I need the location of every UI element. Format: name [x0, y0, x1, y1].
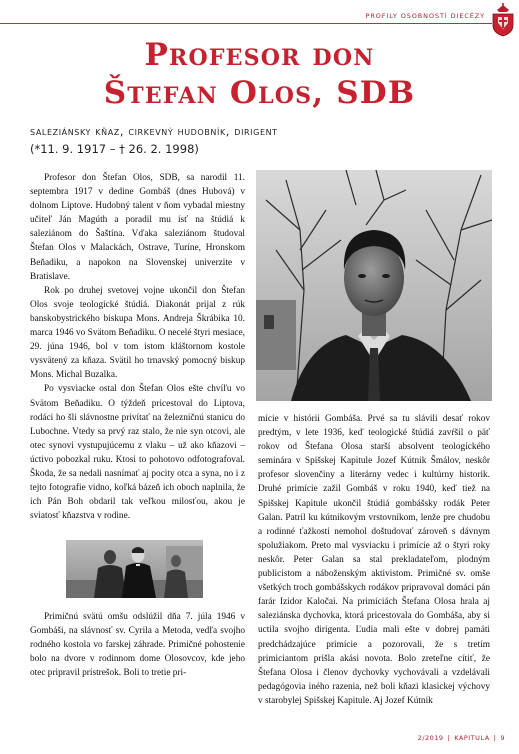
footer-separator: |	[493, 734, 497, 742]
paragraph: Profesor don Štefan Olos, SDB, sa narodil 11. septembra 1917 v dedine Gombáš (dnes Hubová) v dolnom Liptove. Hudobný talent v ňom vybadal miestny učiteľ Ján Magúth a poradil mu ísť na štúdiá k saleziánom do Šaštína. Vďaka saleziánom študoval Štefan Olos v Malackách, Ostrave, Turíne, Hronskom Beňadiku, a napokon na Slovenskej univerzite v Bratislave.	[30, 173, 245, 282]
section-label: PROFILY OSOBNOSTÍ DIECÉZY	[365, 12, 485, 20]
page-number: 9	[500, 734, 505, 742]
issue-number: 2/2019	[417, 734, 444, 742]
column-left-text	[30, 171, 245, 523]
paragraph: Rok po druhej svetovej vojne ukončil don Štefan Olos svoje teologické štúdiá. Diakonát prijal z rúk banskobystrického biskupa Mons. Andreja Škrábika 10. marca 1946 vo Svätom Beňadiku. O necelé štyri mesiace, 29. júna 1946, bol v tom istom kláštornom kostole vysvätený za kňaza. Svätil ho trnavský pomocný biskup Mons. Michal Buzalka.	[30, 285, 245, 381]
paragraph: Po vysviacke ostal don Štefan Olos ešte chvíľu vo Svätom Beňadiku. O týždeň pricestoval do Liptova, rodáci ho šli slávnostne privítať na železničnú stanicu do Lubochne. Vtedy sa prvý raz stalo, že nie syn otcovi, ale otec synovi vystupujúcemu z vlaku – už ako kňazovi – úctivo pobozkal ruku. Ktosi to pohotovo odfotografoval. Škoda, že sa nedali nasnímať aj pocity otca a syna, no i z tejto fotografie vidno, koľká bázeň ich oboch naplnila, že ich Pán Boh obdaril tak veľkou milosťou, akou je sviatosť kňazstva v rodine.	[30, 384, 245, 522]
header-divider	[0, 23, 492, 24]
column-left-bottom-text	[30, 610, 245, 680]
diocese-coat-of-arms-icon	[490, 3, 516, 37]
footer-separator: |	[447, 734, 451, 742]
article-title-line-2: Štefan Olos, SDB	[103, 75, 416, 111]
column-right-text	[258, 412, 490, 708]
article-title-line-1: Profesor don	[144, 37, 375, 73]
magazine-name: KAPITULA	[454, 734, 490, 742]
portrait-photo-stefan-olos	[256, 170, 492, 401]
article-subtitle: saleziánsky kňaz, cirkevný hudobník, dirigent	[30, 124, 278, 138]
photo-priest-with-father	[66, 540, 203, 598]
paragraph: Primičnú svätú omšu odslúžil dňa 7. júla 1946 v Gombáši, na slávnosť sv. Cyrila a Metoda, vedľa svojho rodného kostola vo farskej záhrade. Primičné pohostenie bolo na dvore v rodinnom dome Olosovcov, kde jeho otec pripravil prístrešok. Boli to tretie pri-	[30, 612, 245, 679]
life-dates: (*11. 9. 1917 – † 26. 2. 1998)	[30, 142, 199, 156]
page-footer	[418, 734, 505, 742]
paragraph: mície v histórii Gombáša. Prvé sa tu slávili desať rokov predtým, v lete 1936, keď teologické štúdiá zavŕšil o päť rokov od Štefana Olosa starší absolvent teologického seminára v Spišskej Kapitule Jozef Kútnik Šmálov, neskôr profesor slovenčiny a literárny vedec i kultúrny historik. Druhé primície zažil Gombáš v roku 1940, keď tiež na Spišskej Kapitule ukončil štúdiá gombášsky rodák Peter Galan. Patril ku kútnikovým vrstovníkom, lenže pre chudobu a rodinné ťažkosti nemohol doštudovať zároveň s dávnym spolužiakom. Preto mal vysviacku i primície až o štyri roky neskôr. Peter Galan sa stal prekladateľom, plodným publicistom a náboženským aktivistom. Primičné sv. omše všetkých troch gombášskych rodákov pripravoval domáci pán farár Izidor Kaločai. Na primíciách Štefana Olosa hrala aj saleziánska dychovka, ktorá pricestovala do Gombáša, aby si uctila svojho dirigenta. Ľudia mali ešte v dobrej pamäti predchádzajúce primície a pozorovali, že s tretím primiciantom prišla akási novota. Bolo zreteľne cítiť, že Štefana Olosa i členov dychovky vychovávali a vzdelávali pedagógovia iného razenia, než boli kňazi klasickej výchovy v starobylej Spišskej Kapitule. Aj Jozef Kútnik	[258, 414, 490, 706]
